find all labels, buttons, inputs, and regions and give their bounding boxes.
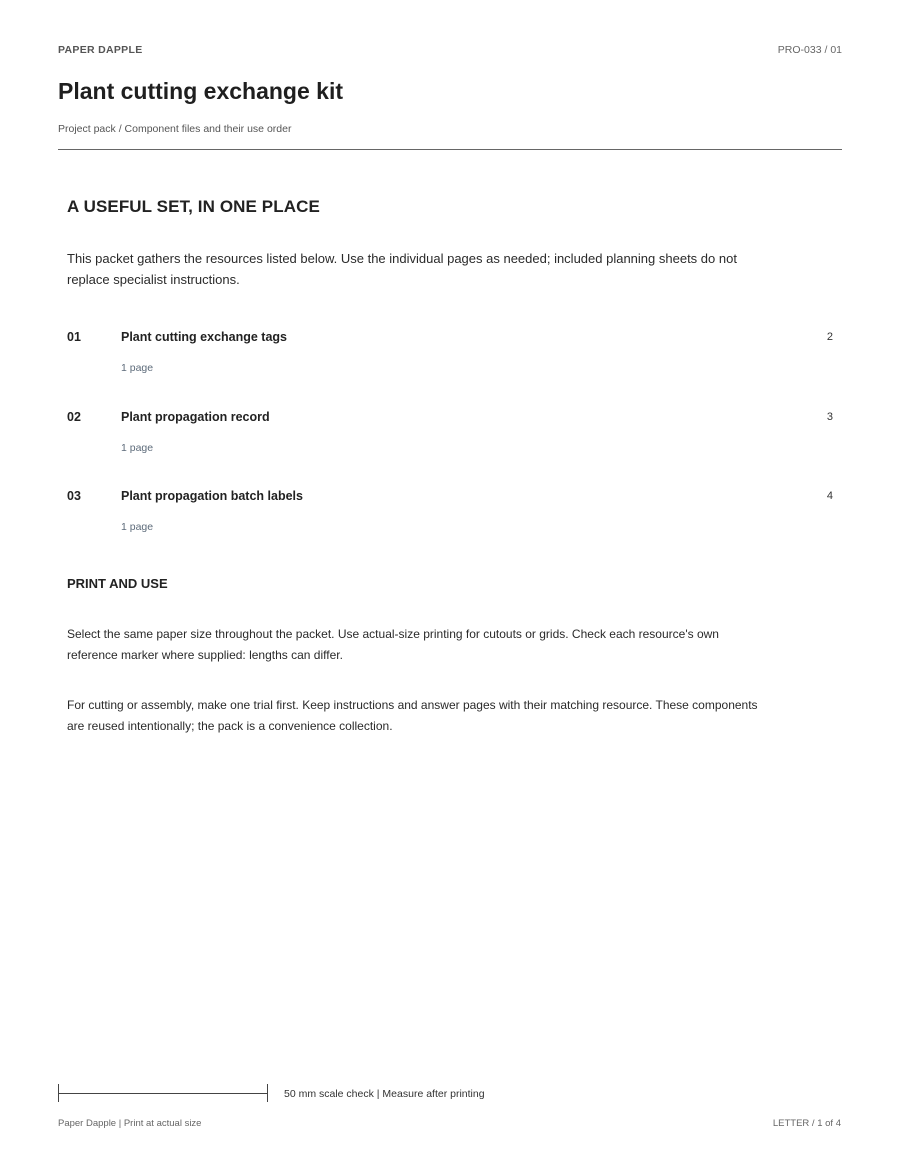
- contents-item-title: Plant propagation batch labels: [121, 489, 303, 503]
- print-and-use-paragraph: Select the same paper size throughout the packet. Use actual-size printing for cutouts or grids. Check each resource's own reference marker where supplied: lengths can differ.: [67, 627, 719, 662]
- contents-item-number: 03: [67, 489, 81, 503]
- page-title: Plant cutting exchange kit: [58, 78, 343, 104]
- contents-item-page: 3: [826, 410, 833, 423]
- contents-item-number: 02: [67, 409, 81, 424]
- brand-name: PAPER DAPPLE: [58, 44, 143, 56]
- scale-bar: [58, 1084, 268, 1102]
- contents-list: [67, 330, 833, 569]
- contents-item-page: 2: [826, 331, 833, 343]
- contents-item-number: 01: [67, 330, 81, 344]
- contents-item-title: Plant propagation record: [121, 409, 270, 424]
- intro-text: This packet gathers the resources listed below. Use the individual pages as needed; included planning sheets do not replace specialist instructions.: [67, 251, 737, 287]
- contents-item-title: Plant cutting exchange tags: [121, 330, 288, 344]
- footer-left-text: Paper Dapple | Print at actual size: [58, 1118, 202, 1129]
- footer-page-info: LETTER / 1 of 4: [772, 1118, 841, 1129]
- page-subtitle: Project pack / Component files and their use order: [58, 123, 292, 135]
- document-reference: PRO-033 / 01: [777, 44, 842, 56]
- contents-item[interactable]: [67, 330, 833, 410]
- print-and-use-paragraph: For cutting or assembly, make one trial first. Keep instructions and answer pages with their matching resource. These components are reused intentionally; the pack is a convenience collection.: [67, 698, 758, 733]
- scale-check-label: 50 mm scale check | Measure after printing: [284, 1088, 485, 1100]
- contents-item-meta: 1 page: [121, 362, 154, 374]
- contents-item[interactable]: [67, 489, 833, 569]
- intro-heading: A USEFUL SET, IN ONE PLACE: [67, 197, 320, 216]
- contents-item[interactable]: [67, 410, 833, 490]
- print-and-use-heading: PRINT AND USE: [67, 576, 168, 591]
- header-divider: [58, 149, 842, 150]
- contents-item-meta: 1 page: [121, 441, 154, 454]
- scale-bar-tick-right: [267, 1084, 268, 1102]
- scale-bar-line: [58, 1093, 268, 1094]
- contents-item-page: 4: [826, 490, 833, 502]
- contents-item-meta: 1 page: [121, 521, 154, 533]
